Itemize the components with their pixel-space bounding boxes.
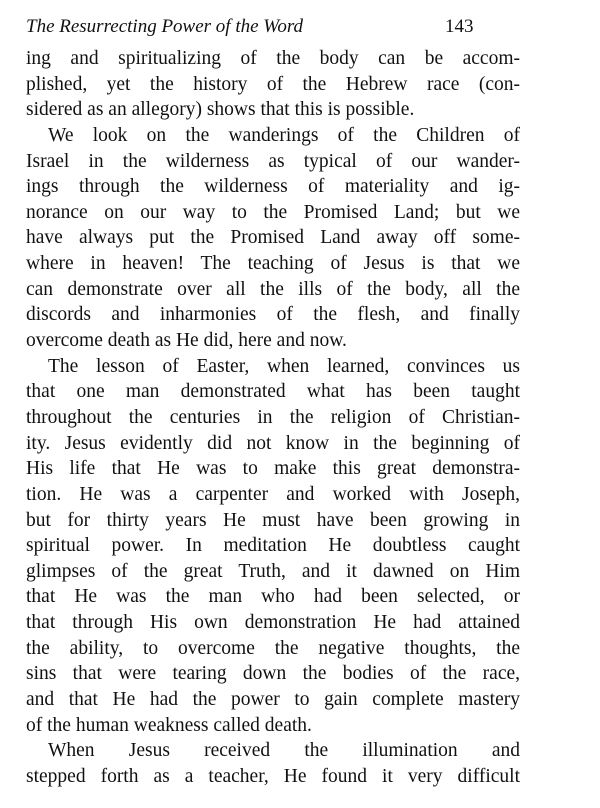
text-line: ing and spiritualizing of the body can be accom-	[26, 48, 520, 69]
text-line: have always put the Promised Land away off some-	[26, 227, 520, 249]
text-line: the ability, to overcome the negative thoughts, the	[26, 637, 520, 659]
text-line: stepped forth as a teacher, He found it very difficult	[26, 765, 520, 787]
text-line: and that He had the power to gain complete mastery	[26, 689, 520, 711]
text-line: but for thirty years He must have been growing in	[26, 509, 520, 531]
text-line: spiritual power. In meditation He doubtless caught	[26, 535, 520, 557]
text-line: that He was the man who had been selected, or	[26, 586, 520, 608]
text-line: that one man demonstrated what has been taught	[26, 381, 520, 403]
text-line: plished, yet the history of the Hebrew race (con-	[26, 73, 520, 95]
text-line: glimpses of the great Truth, and it dawned on Him	[26, 560, 520, 582]
running-header	[26, 16, 520, 44]
text-line: throughout the centuries in the religion of Christian-	[26, 406, 520, 428]
text-line: tion. He was a carpenter and worked with Joseph,	[26, 483, 520, 505]
text-line: can demonstrate over all the ills of the body, all the	[26, 278, 520, 300]
text-line: that through His own demonstration He had attained	[26, 612, 520, 634]
text-line: where in heaven! The teaching of Jesus is that we	[26, 253, 520, 275]
text-line: of the human weakness called death.	[26, 714, 312, 736]
text-line: overcome death as He did, here and now.	[26, 330, 347, 352]
text-line: His life that He was to make this great demonstra-	[26, 458, 520, 480]
text-line: Israel in the wilderness as typical of our wander-	[26, 150, 520, 172]
text-line: We look on the wanderings of the Children of	[48, 124, 520, 146]
running-title: The Resurrecting Power of the Word	[26, 16, 304, 37]
page-number: 143	[445, 16, 474, 37]
text-line: ity. Jesus evidently did not know in the beginning of	[26, 432, 520, 454]
text-line: discords and inharmonies of the flesh, and finally	[26, 304, 520, 326]
text-line: sidered as an allegory) shows that this is possible.	[26, 99, 415, 121]
text-line: When Jesus received the illumination and	[48, 740, 520, 762]
text-line: norance on our way to the Promised Land; but we	[26, 201, 520, 223]
page-body-text	[26, 46, 520, 790]
text-line: ings through the wilderness of materiality and ig-	[26, 176, 520, 198]
text-line: sins that were tearing down the bodies of the race,	[26, 663, 520, 685]
text-line: The lesson of Easter, when learned, convinces us	[48, 355, 520, 377]
